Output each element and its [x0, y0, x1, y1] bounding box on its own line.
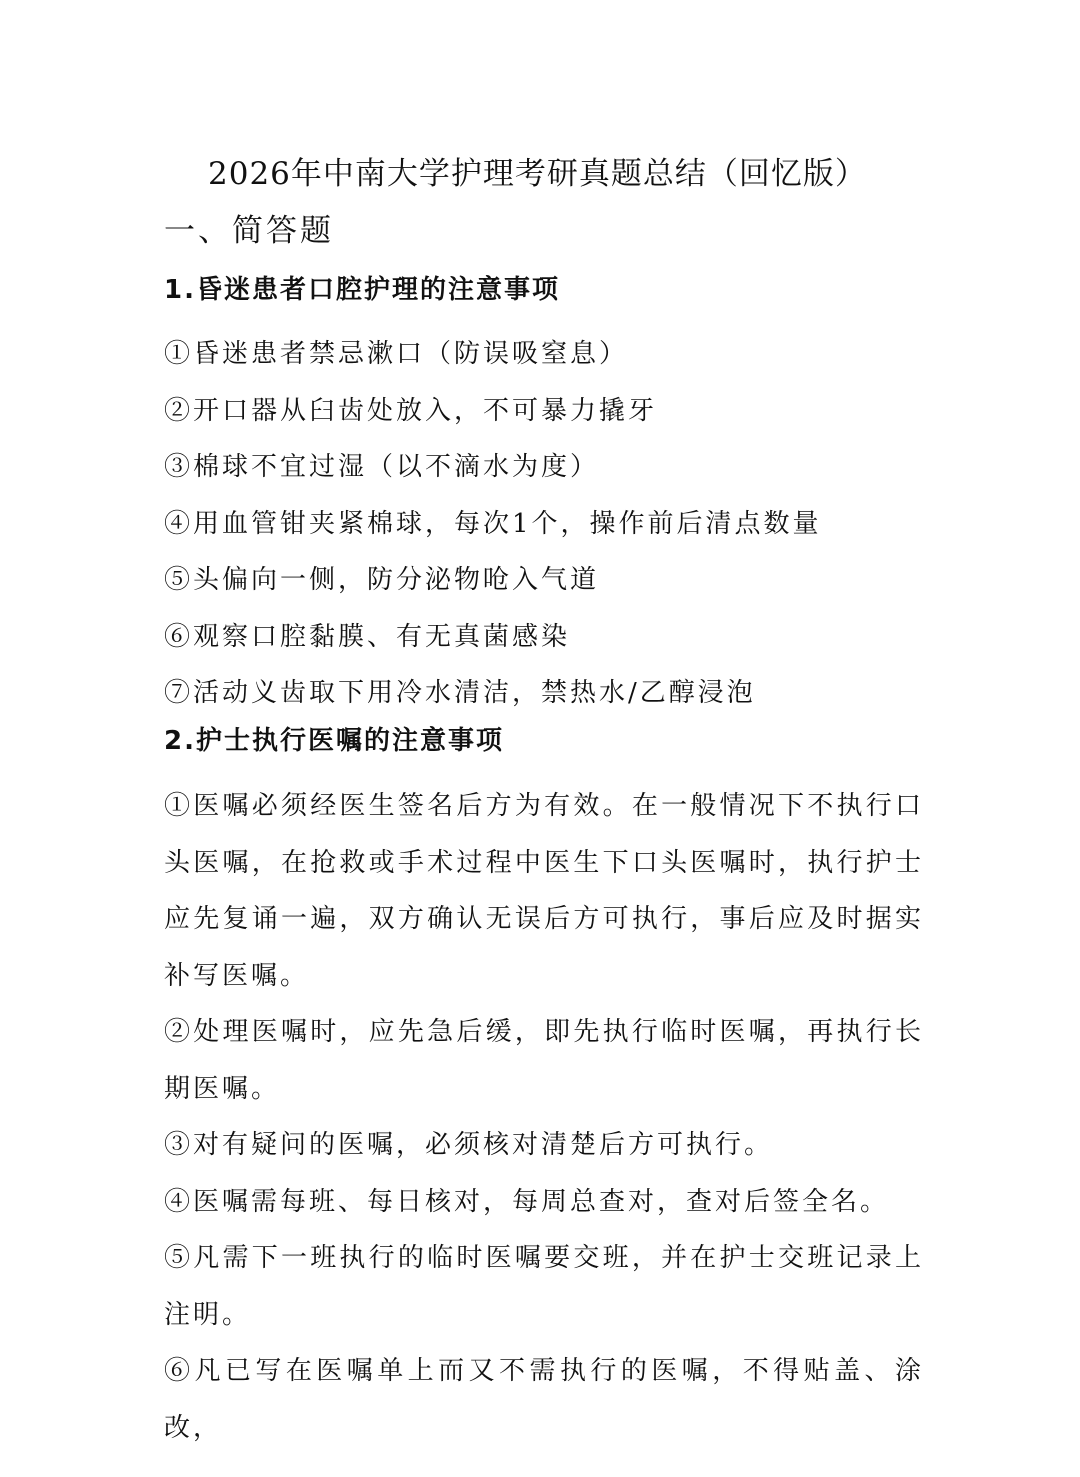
answer-item: ⑥凡已写在医嘱单上而又不需执行的医嘱，不得贴盖、涂改， [164, 1356, 924, 1443]
answer-item: ④用血管钳夹紧棉球，每次1个，操作前后清点数量 [164, 508, 822, 539]
answer-item: ①昏迷患者禁忌漱口（防误吸窒息） [164, 339, 629, 369]
answer-item: ⑤头偏向一侧，防分泌物呛入气道 [164, 565, 600, 595]
answer-item: ③棉球不宜过湿（以不滴水为度） [164, 452, 600, 482]
section-heading-short-answer: 一、简答题 [164, 213, 334, 249]
answer-item: ③对有疑问的医嘱，必须核对清楚后方可执行。 [164, 1130, 774, 1160]
answer-item: ②处理医嘱时，应先急后缓，即先执行临时医嘱，再执行长期医嘱。 [164, 1017, 924, 1104]
document-title: 2026年中南大学护理考研真题总结（回忆版） [208, 156, 867, 192]
answer-item: ⑦活动义齿取下用冷水清洁，禁热水/乙醇浸泡 [164, 678, 756, 708]
question-2-answer-list [164, 778, 924, 1456]
question-1-title: 1.昏迷患者口腔护理的注意事项 [164, 275, 560, 305]
answer-item: ②开口器从臼齿处放入，不可暴力撬牙 [164, 395, 658, 426]
answer-item: ⑥观察口腔黏膜、有无真菌感染 [164, 621, 571, 652]
question-2-title: 2.护士执行医嘱的注意事项 [164, 726, 504, 756]
answer-item: ⑤凡需下一班执行的临时医嘱要交班，并在护士交班记录上注明。 [164, 1243, 924, 1330]
answer-item: ①医嘱必须经医生签名后方为有效。在一般情况下不执行口头医嘱，在抢救或手术过程中医生下口头医嘱时，执行护士应先复诵一遍，双方确认无误后方可执行，事后应及时据实补写医嘱。 [164, 791, 924, 991]
question-1-answer-list [164, 326, 924, 722]
answer-item: ④医嘱需每班、每日核对，每周总查对，查对后签全名。 [164, 1186, 890, 1217]
